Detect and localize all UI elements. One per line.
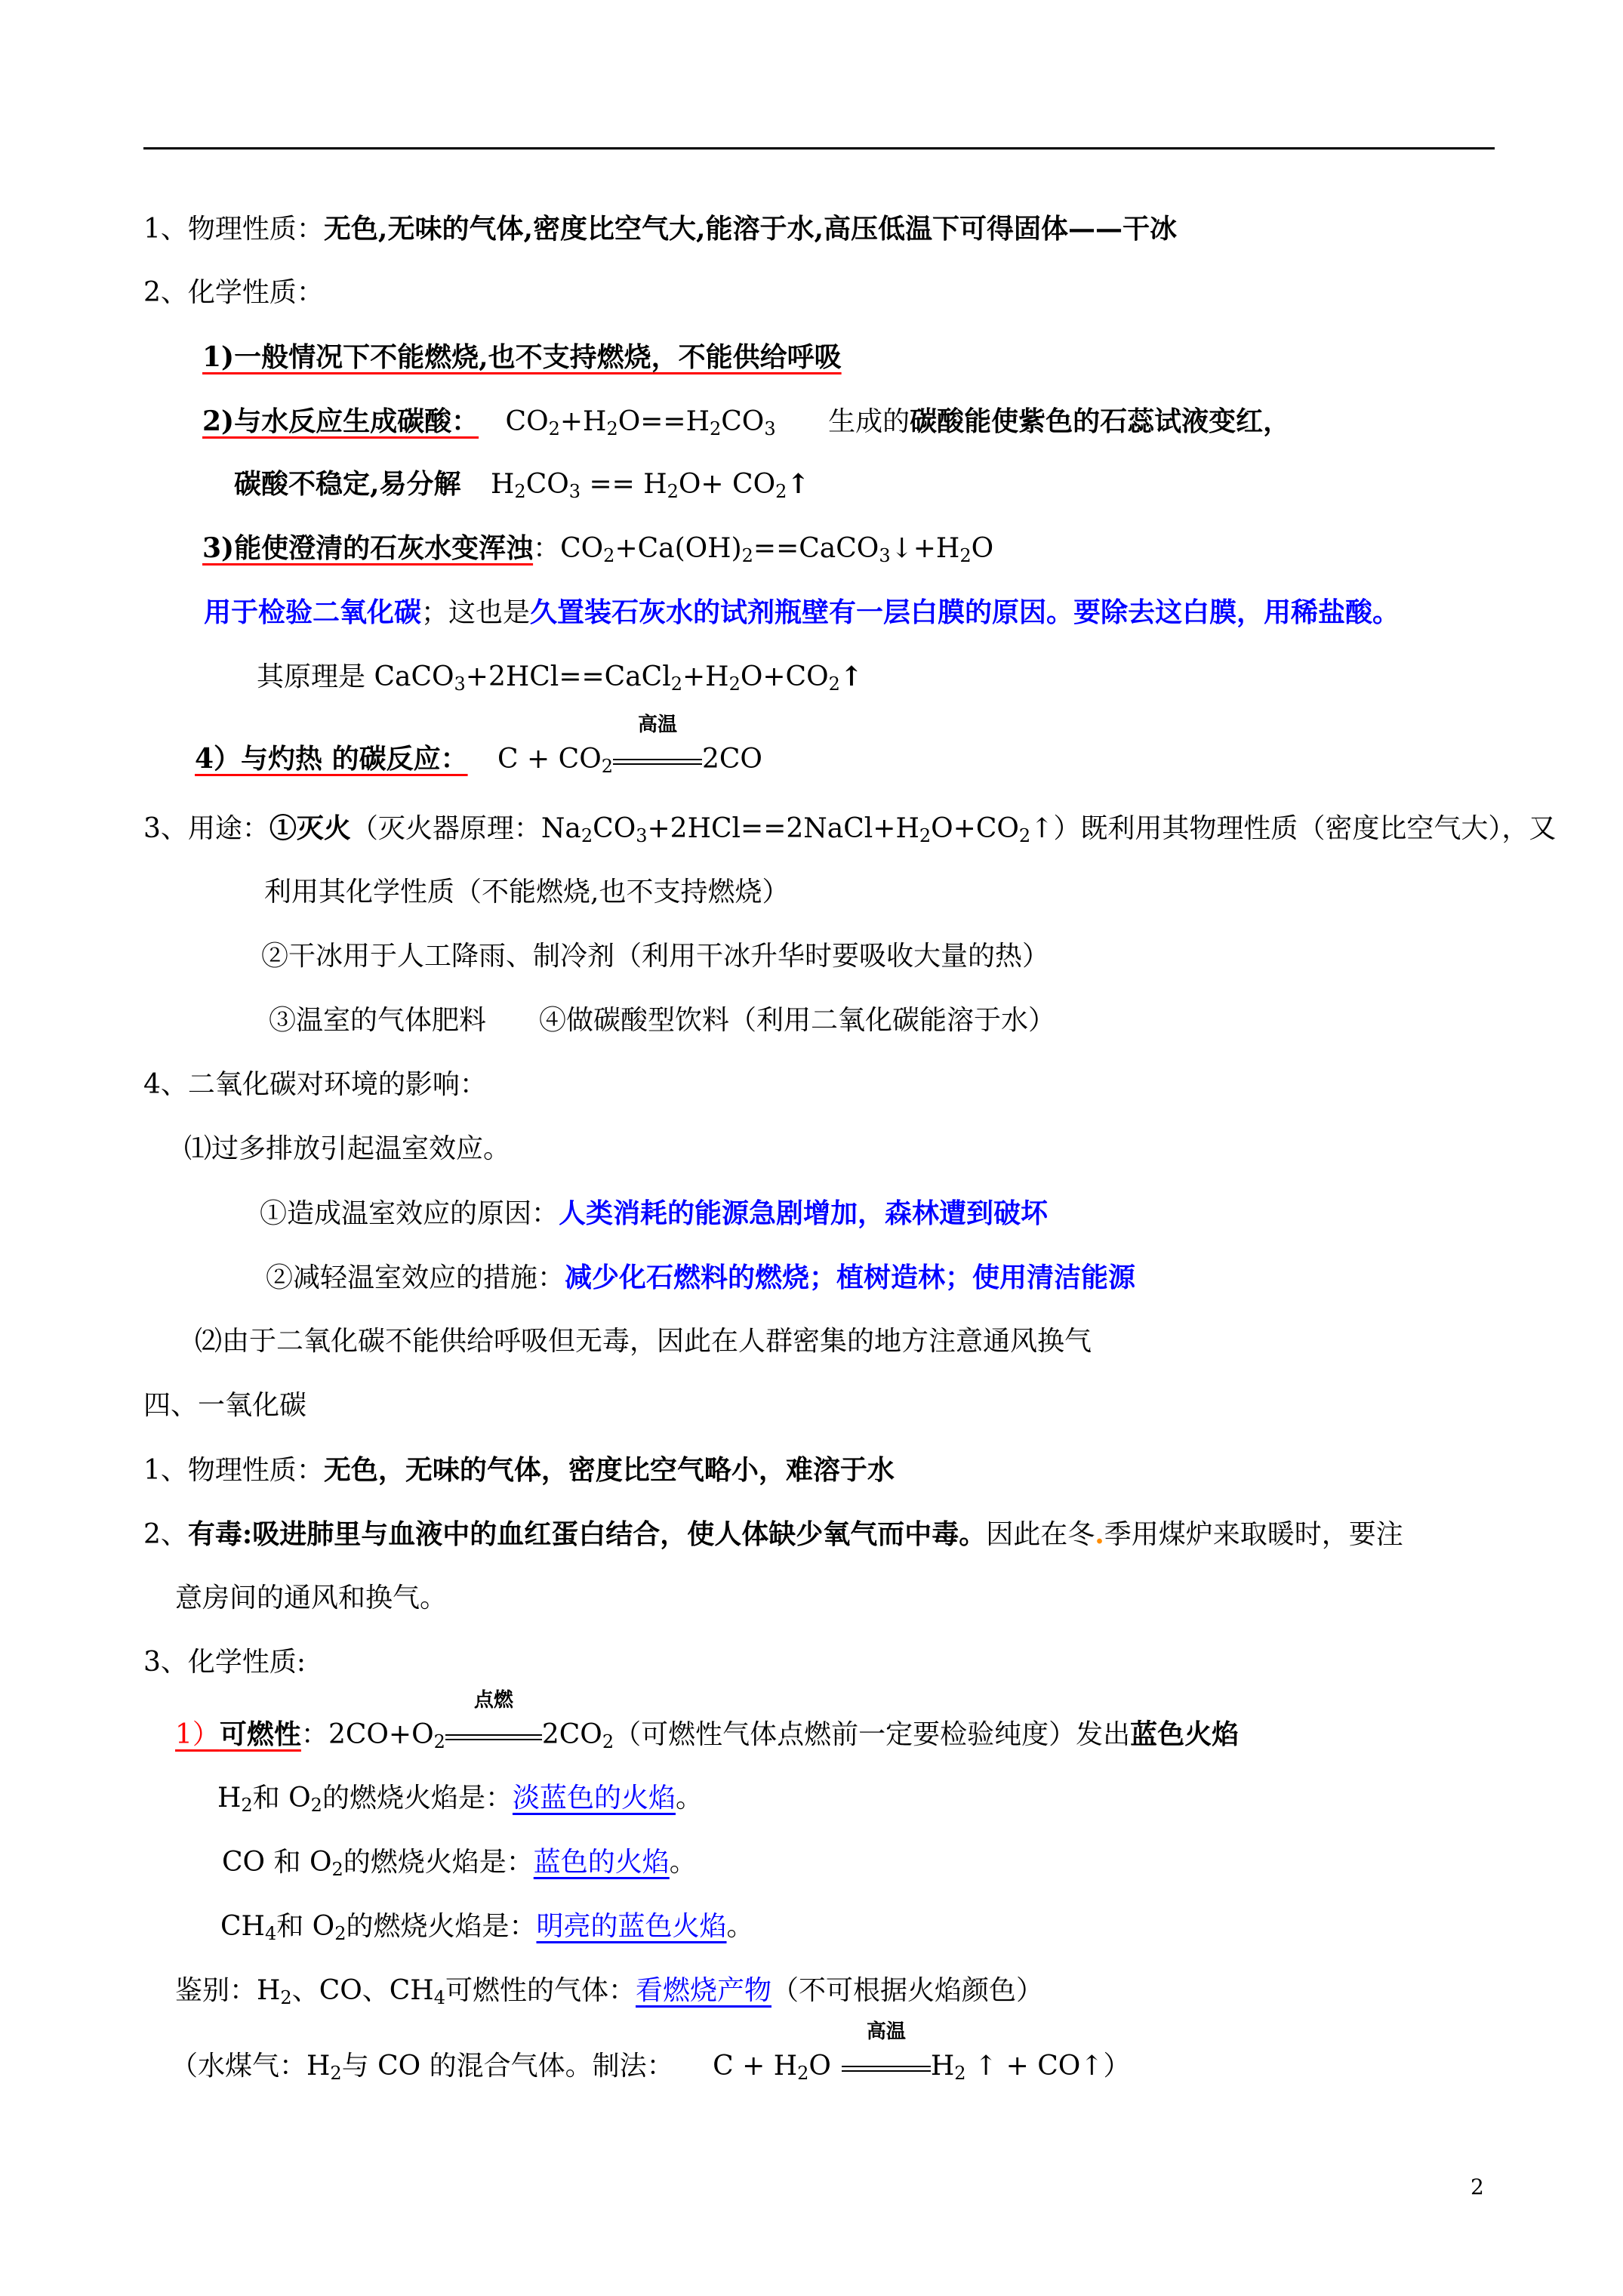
co2-env-1: ⑴过多排放引起温室效应。 [184,1133,511,1164]
co2-chem-4: 4）与灼热 的碳反应： $C + CO_2$ 高温 2CO [195,713,762,777]
condition-high-temp: 高温 [842,2048,931,2085]
header-rule [143,147,1495,149]
co2-uses-cont: 利用其化学性质（不能燃烧,也不支持燃烧） [264,877,790,908]
identify-gases: 鉴别：$H_2$、CO、$CH_4$可燃性的气体：看燃烧产物（不可根据火焰颜色） [175,1975,1044,2008]
co2-uses-greenhouse: ③温室的气体肥料 ④做碳酸型饮料（利用二氧化碳能溶于水） [269,1005,1056,1036]
flame-h2: $H_2$和 $O_2$的燃烧火焰是：淡蓝色的火焰。 [217,1783,703,1816]
co-physical-properties: 1、物理性质：无色，无味的气体，密度比空气略小，难溶于水 [143,1454,895,1486]
co-toxic: 2、有毒:吸进肺里与血液中的血红蛋白结合，使人体缺少氧气而中毒。因此在冬.季用煤炉来取暖时，要注 [143,1518,1403,1550]
co2-chemical-heading: 2、化学性质： [143,277,324,308]
co2-uses: 3、用途：①灭火（灭火器原理：$Na_2CO_3+2HCl==2NaCl+H_2O+CO_2↑$）既利用其物理性质（密度比空气大），又 [143,812,1557,846]
page-number: 2 [1471,2174,1484,2199]
condition-high-temp: 高温 [613,741,702,778]
co-chemical-heading: 3、化学性质: [143,1647,306,1678]
co-combustibility: 1）可燃性：$2CO+O_2$ 点燃 $2CO_2$（可燃性气体点燃前一定要检验纯度）发出蓝色火焰 [175,1689,1240,1752]
condition-ignite: 点燃 [445,1716,542,1754]
co2-physical-properties: 1、物理性质：无色,无味的气体,密度比空气大,能溶于水,高压低温下可得固体——干冰 [143,213,1178,245]
co2-uses-dry-ice: ②干冰用于人工降雨、制冷剂（利用干冰升华时要吸收大量的热） [261,941,1050,972]
co2-chem-3-usage: 用于检验二氧化碳；这也是久置装石灰水的试剂瓶壁有一层白膜的原因。要除去这白膜，用稀盐酸。 [204,596,1400,628]
co-toxic-cont: 意房间的通风和换气。 [175,1583,448,1613]
water-gas: （水煤气：$H_2$与 CO 的混合气体。制法： $C + H_2O$ 高温 $H_2$ ↑ + CO↑） [171,2020,1131,2084]
co2-environment-heading: 4、二氧化碳对环境的影响： [143,1069,487,1100]
co-heading: 四、一氧化碳 [143,1390,307,1421]
flame-ch4: $CH_4$和 $O_2$的燃烧火焰是：明亮的蓝色火焰。 [220,1911,754,1944]
flame-co: CO 和 $O_2$的燃烧火焰是：蓝色的火焰。 [222,1847,697,1880]
co2-chem-2-decompose: 碳酸不稳定,易分解 $H_2CO_3 == H_2O+$ $CO_2↑$ [234,468,810,502]
co2-chem-3-principle: 其原理是 $CaCO_3+2HCl==CaCl_2+H_2O+CO_2↑$ [257,661,864,695]
co2-chem-2: 2)与水反应生成碳酸： $CO_2+H_2O==H_2CO_3$ 生成的碳酸能使紫色的石蕊试液变红， [202,405,1291,439]
co2-env-cause: ①造成温室效应的原因：人类消耗的能源急剧增加，森林遭到破坏 [260,1197,1049,1229]
co2-chem-3: 3)能使澄清的石灰水变浑浊：$CO_2+Ca(OH)_2==CaCO_3↓+H_2O$ [202,532,994,566]
co2-env-measures: ②减轻温室效应的措施：减少化石燃料的燃烧；植树造林；使用清洁能源 [266,1262,1136,1293]
co2-env-2: ⑵由于二氧化碳不能供给呼吸但无毒，因此在人群密集的地方注意通风换气 [195,1326,1092,1357]
co2-chem-1: 1)一般情况下不能燃烧,也不支持燃烧，不能供给呼吸 [202,341,842,373]
